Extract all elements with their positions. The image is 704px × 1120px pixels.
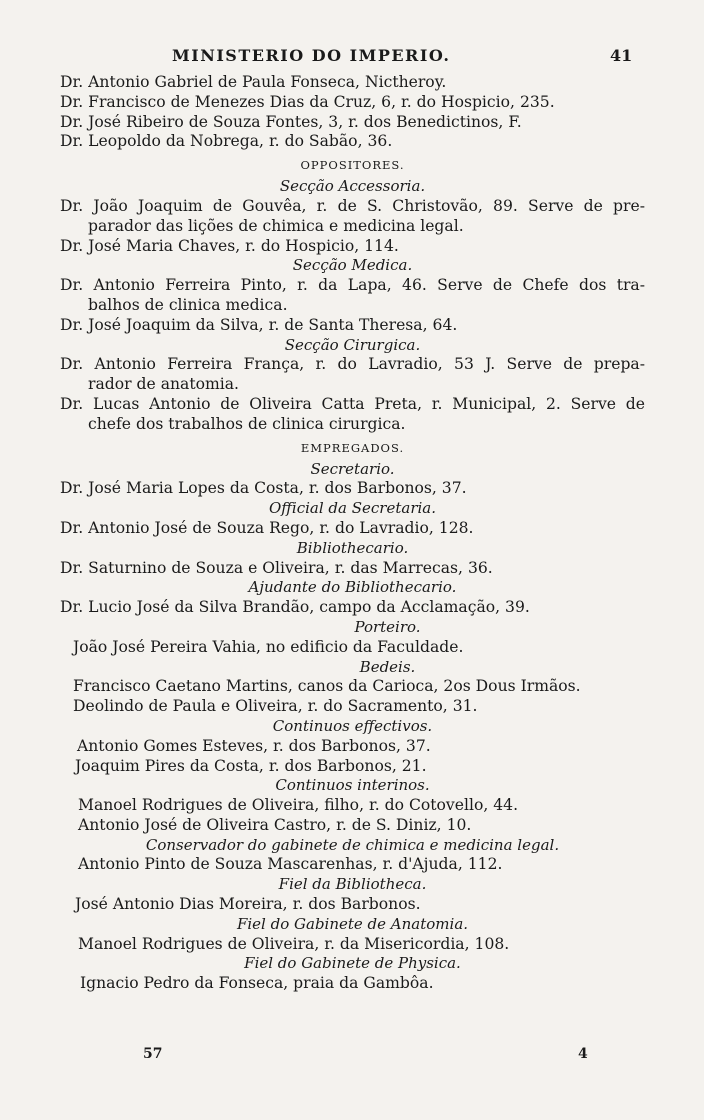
entry-line: rador de anatomia. xyxy=(88,375,240,394)
entry-line: Dr. José Maria Lopes da Costa, r. dos Barbonos, 37. xyxy=(60,479,467,498)
entry-line: Dr. Lucio José da Silva Brandão, campo da Acclamação, 39. xyxy=(60,598,530,617)
subsection-title: Porteiro. xyxy=(354,617,421,636)
entry-line: João José Pereira Vahia, no edificio da Faculdade. xyxy=(73,637,464,656)
subsection-title: Continuos interinos. xyxy=(275,776,430,795)
entry-line: Antonio José de Oliveira Castro, r. de S. Diniz, 10. xyxy=(78,815,472,834)
entry-line: Dr. José Joaquim da Silva, r. de Santa Theresa, 64. xyxy=(60,315,458,334)
entry-line: Dr. Antonio Ferreira França, r. do Lavradio, 53 J. Serve de prepa- xyxy=(60,355,645,374)
entry-line: Dr. Leopoldo da Nobrega, r. do Sabão, 36. xyxy=(60,132,393,151)
entry-line: Francisco Caetano Martins, canos da Carioca, 2os Dous Irmãos. xyxy=(73,677,581,696)
entry-line: Deolindo de Paula e Oliveira, r. do Sacramento, 31. xyxy=(73,697,478,716)
subsection-title: Bibliothecario. xyxy=(296,538,409,557)
entry-line: Dr. José Maria Chaves, r. do Hospicio, 114. xyxy=(60,236,399,255)
page-number: 41 xyxy=(610,46,633,65)
subsection-title: Secção Medica. xyxy=(292,256,413,275)
subsection-title: Secretario. xyxy=(310,459,395,478)
entry-line: Dr. José Ribeiro de Souza Fontes, 3, r. dos Benedictinos, F. xyxy=(60,112,522,131)
running-head: MINISTERIO DO IMPERIO. xyxy=(172,46,451,65)
entry-line: parador das lições de chimica e medicina legal. xyxy=(88,216,464,235)
subsection-title: Conservador do gabinete de chimica e medicina legal. xyxy=(145,835,560,854)
entry-line: Dr. Antonio Ferreira Pinto, r. da Lapa, 46. Serve de Chefe dos tra- xyxy=(60,276,645,295)
entry-line: Joaquim Pires da Costa, r. dos Barbonos, 21. xyxy=(75,756,427,775)
entry-line: Manoel Rodrigues de Oliveira, r. da Misericordia, 108. xyxy=(78,934,510,953)
entry-line: Dr. Antonio José de Souza Rego, r. do Lavradio, 128. xyxy=(60,518,474,537)
subsection-title: Secção Accessoria. xyxy=(279,177,426,196)
entry-line: balhos de clinica medica. xyxy=(88,295,288,314)
entry-line: Dr. João Joaquim de Gouvêa, r. de S. Christovão, 89. Serve de pre- xyxy=(60,196,645,215)
footer-mark: 4 xyxy=(578,1046,588,1062)
entry-line: Dr. Saturnino de Souza e Oliveira, r. das Marrecas, 36. xyxy=(60,558,493,577)
entry-line: Dr. Francisco de Menezes Dias da Cruz, 6, r. do Hospicio, 235. xyxy=(60,92,555,111)
entry-line: Dr. Lucas Antonio de Oliveira Catta Preta, r. Municipal, 2. Serve de xyxy=(60,394,645,413)
subsection-title: Official da Secretaria. xyxy=(269,499,436,518)
section-heading: EMPREGADOS. xyxy=(300,440,405,455)
entry-line: Dr. Antonio Gabriel de Paula Fonseca, Nictheroy. xyxy=(60,73,447,91)
entry-line: Ignacio Pedro da Fonseca, praia da Gambôa. xyxy=(80,974,434,993)
page-footer xyxy=(0,1046,704,1066)
subsection-title: Ajudante do Bibliothecario. xyxy=(248,578,457,597)
text-body xyxy=(60,73,645,994)
entry-line: Manoel Rodrigues de Oliveira, filho, r. do Cotovello, 44. xyxy=(78,796,519,815)
page-header xyxy=(0,44,704,70)
subsection-title: Secção Cirurgica. xyxy=(284,335,421,354)
subsection-title: Continuos effectivos. xyxy=(272,716,433,735)
section-heading: OPPOSITORES. xyxy=(300,158,405,173)
entry-line: Antonio Gomes Esteves, r. dos Barbonos, 37. xyxy=(77,736,431,755)
subsection-title: Bedeis. xyxy=(359,657,416,676)
entry-line: chefe dos trabalhos de clinica cirurgica. xyxy=(88,414,406,433)
subsection-title: Fiel da Bibliotheca. xyxy=(278,875,427,894)
entry-line: José Antonio Dias Moreira, r. dos Barbonos. xyxy=(75,895,421,914)
entry-line: Antonio Pinto de Souza Mascarenhas, r. d'Ajuda, 112. xyxy=(78,855,503,874)
subsection-title: Fiel do Gabinete de Anatomia. xyxy=(236,914,469,933)
signature-mark: 57 xyxy=(143,1046,163,1062)
subsection-title: Fiel do Gabinete de Physica. xyxy=(244,954,461,973)
